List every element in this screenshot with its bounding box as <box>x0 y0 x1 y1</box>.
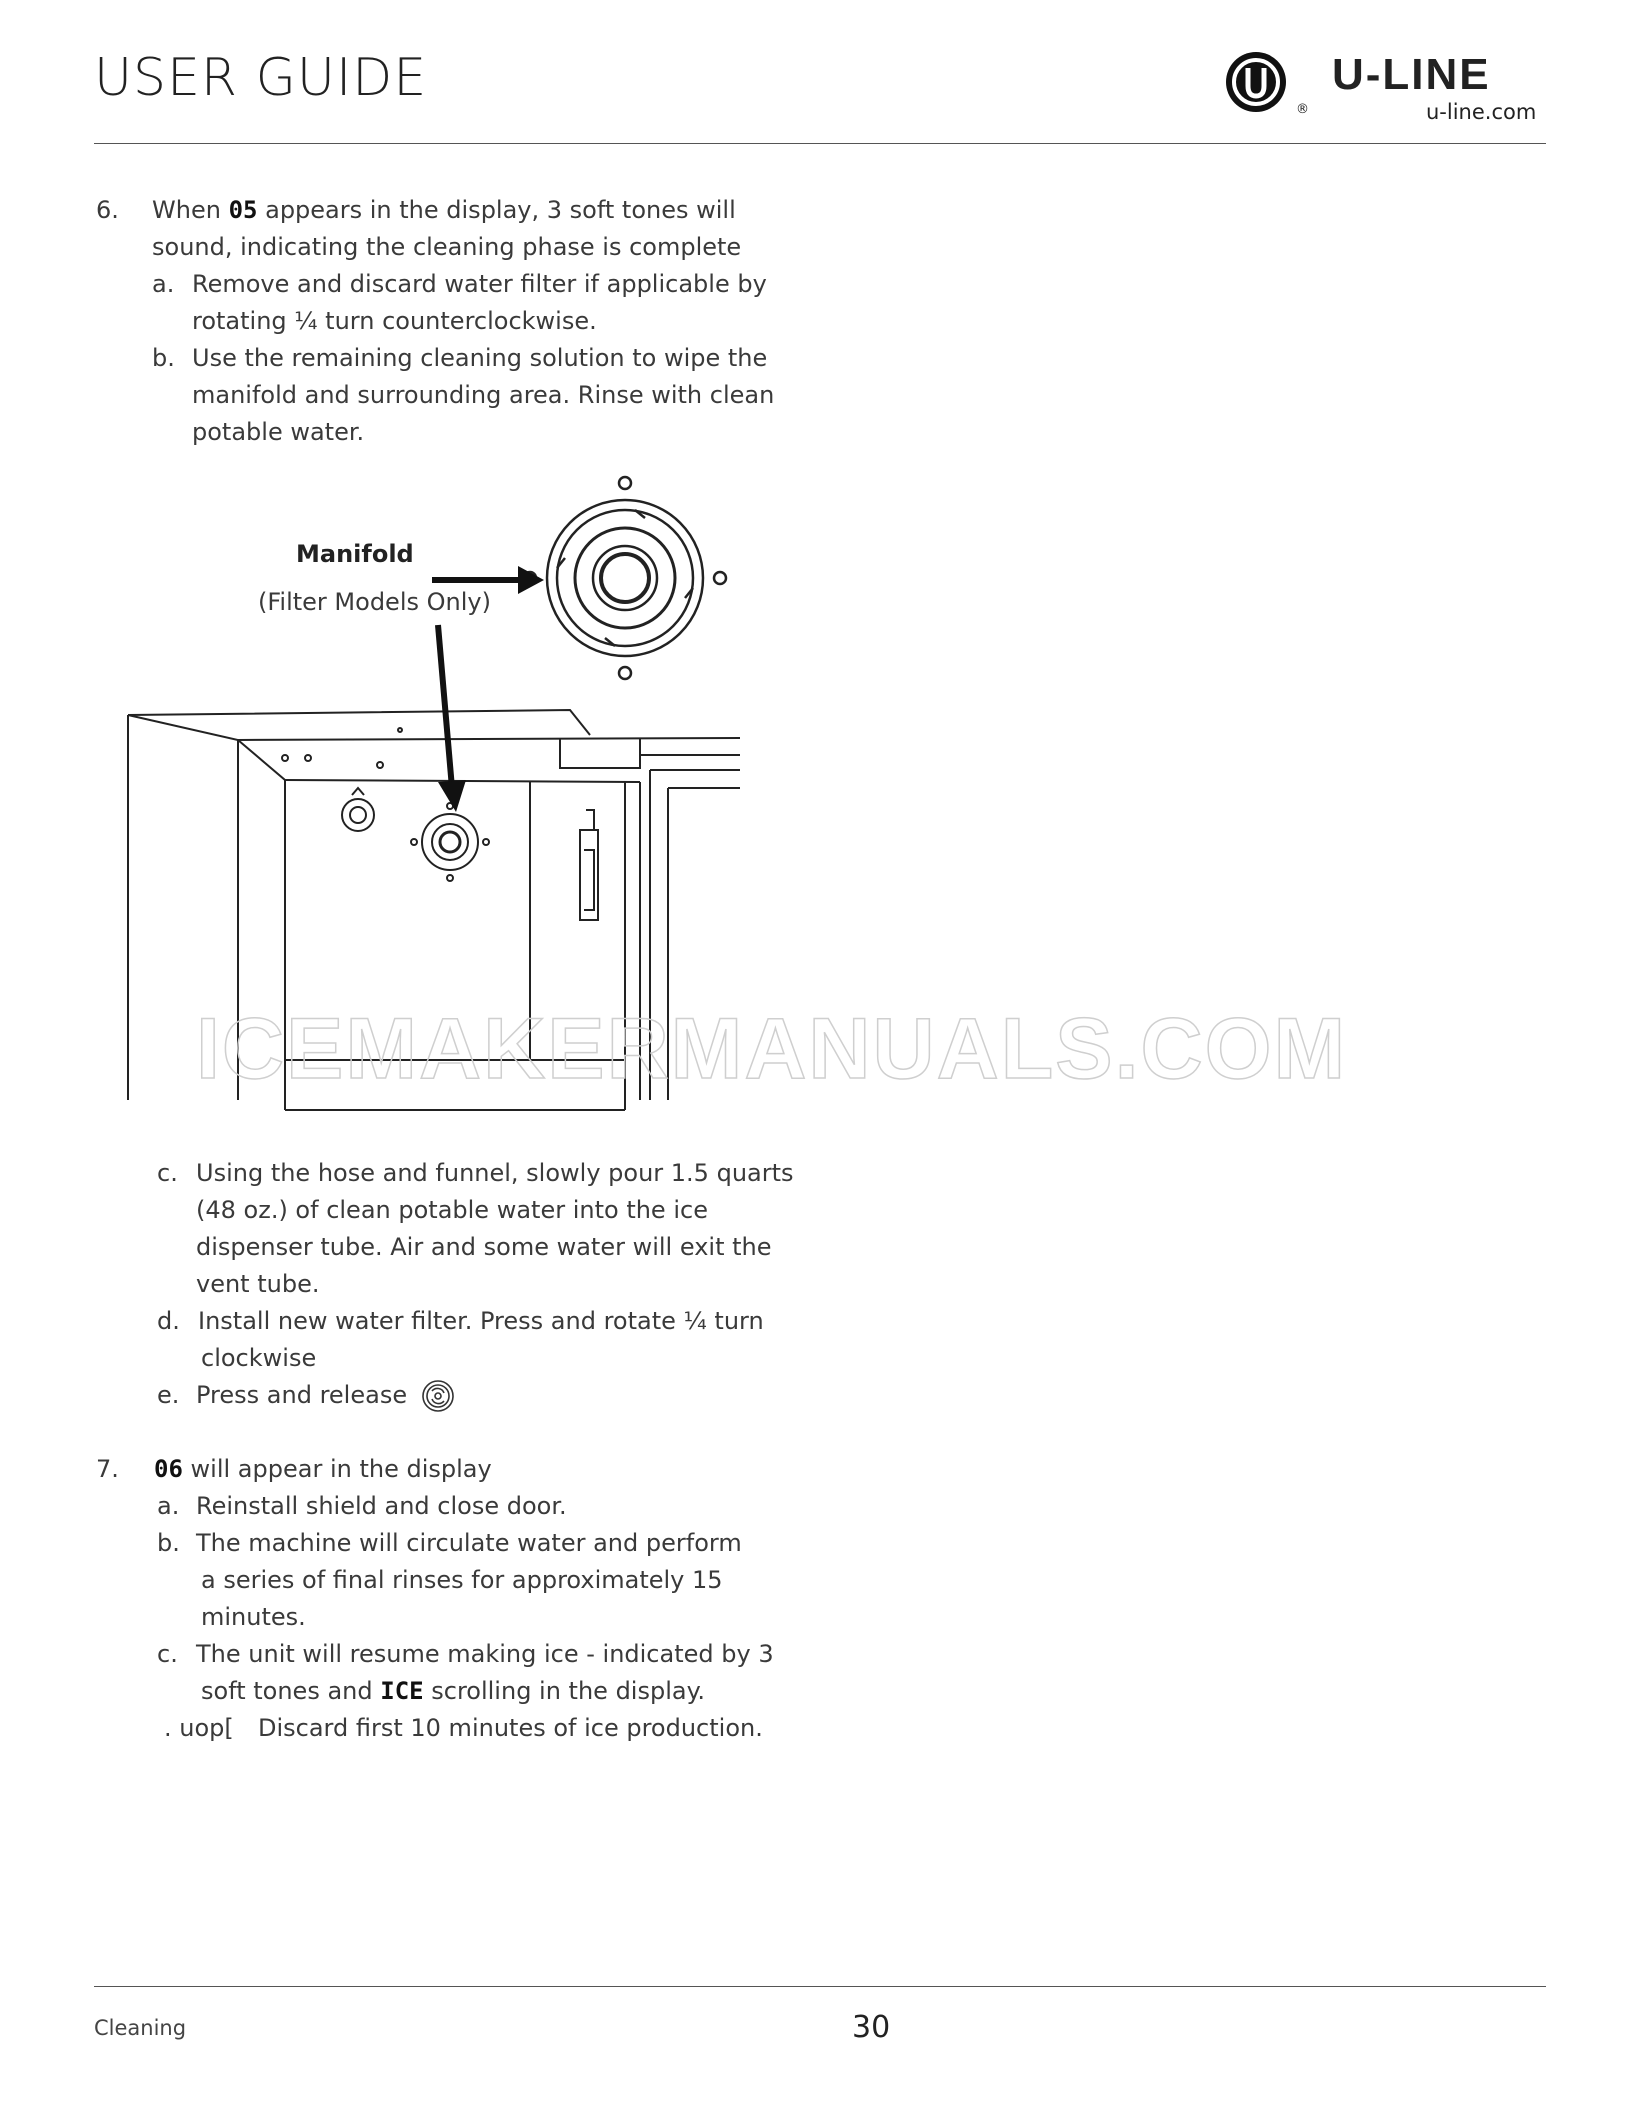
filter-models-note: (Filter Models Only) <box>258 588 491 616</box>
step-7c-text-post: scrolling in the display. <box>431 1677 705 1705</box>
step-7b-marker: b. <box>157 1529 180 1557</box>
step-7b-line-2: a series of final rinses for approximately 15 <box>201 1566 723 1594</box>
step-7b-line-1: The machine will circulate water and perform <box>196 1529 742 1557</box>
step-7-number: 7. <box>96 1455 119 1483</box>
step-6a-line-2: rotating ¼ turn counterclockwise. <box>192 307 597 335</box>
step-7a-line-1: Reinstall shield and close door. <box>196 1492 567 1520</box>
step-6d-line-1: Install new water filter. Press and rotate ¼ turn <box>198 1307 764 1335</box>
step-6c-line-3: dispenser tube. Air and some water will exit the <box>196 1233 772 1261</box>
display-code-05: 05 <box>228 196 258 224</box>
header-rule <box>94 143 1546 144</box>
clean-cycle-icon <box>421 1379 455 1413</box>
step-6a-marker: a. <box>152 270 175 298</box>
step-6c-line-4: vent tube. <box>196 1270 320 1298</box>
brand-wordmark: U-LINE <box>1332 50 1491 99</box>
footer-rule <box>94 1986 1546 1987</box>
step-7-line-1 <box>154 1451 492 1488</box>
step-6-text-pre: When <box>152 196 221 224</box>
brand-url: u-line.com <box>1426 100 1537 124</box>
registered-mark: ® <box>1296 102 1309 117</box>
step-6b-line-3: potable water. <box>192 418 365 446</box>
step-6-text-post: appears in the display, 3 soft tones will <box>265 196 736 224</box>
page-number: 30 <box>852 2010 891 2045</box>
step-6d-marker: d. <box>157 1307 180 1335</box>
step-6-line-2: sound, indicating the cleaning phase is complete <box>152 233 742 261</box>
step-6a-line-1: Remove and discard water filter if applicable by <box>192 270 767 298</box>
step-7c-marker: c. <box>157 1640 178 1668</box>
step-6b-marker: b. <box>152 344 175 372</box>
step-7c-line-2 <box>201 1673 705 1710</box>
step-6b-line-2: manifold and surrounding area. Rinse with clean <box>192 381 775 409</box>
footer-section-name: Cleaning <box>94 2016 187 2040</box>
step-6c-line-1: Using the hose and funnel, slowly pour 1.5 quarts <box>196 1159 794 1187</box>
page-header-title: USER GUIDE <box>94 48 428 108</box>
manifold-detail-illustration <box>524 477 726 679</box>
step-6b-line-1: Use the remaining cleaning solution to wipe the <box>192 344 768 372</box>
step-6-number: 6. <box>96 196 119 224</box>
display-code-06: 06 <box>154 1455 183 1483</box>
step-6c-line-2: (48 oz.) of clean potable water into the ice <box>196 1196 708 1224</box>
step-6d-line-2: clockwise <box>201 1344 317 1372</box>
step-6-line-1 <box>152 192 736 229</box>
step-6e-text: Press and release <box>196 1381 408 1409</box>
step-7d-marker: . uop[ <box>164 1714 234 1742</box>
step-6e-line-1 <box>196 1377 455 1414</box>
step-7b-line-3: minutes. <box>201 1603 306 1631</box>
step-6e-marker: e. <box>157 1381 180 1409</box>
step-7c-text-pre: soft tones and <box>201 1677 373 1705</box>
step-6c-marker: c. <box>157 1159 178 1187</box>
step-7d-line-1: Discard first 10 minutes of ice production. <box>258 1714 763 1742</box>
step-7-text-post: will appear in the display <box>190 1455 492 1483</box>
step-7a-marker: a. <box>157 1492 180 1520</box>
display-code-ice: ICE <box>380 1677 424 1705</box>
step-7c-line-1: The unit will resume making ice - indicated by 3 <box>196 1640 774 1668</box>
watermark: ICEMAKERMANUALS.COM <box>196 1001 1348 1097</box>
manifold-label: Manifold <box>296 540 414 568</box>
